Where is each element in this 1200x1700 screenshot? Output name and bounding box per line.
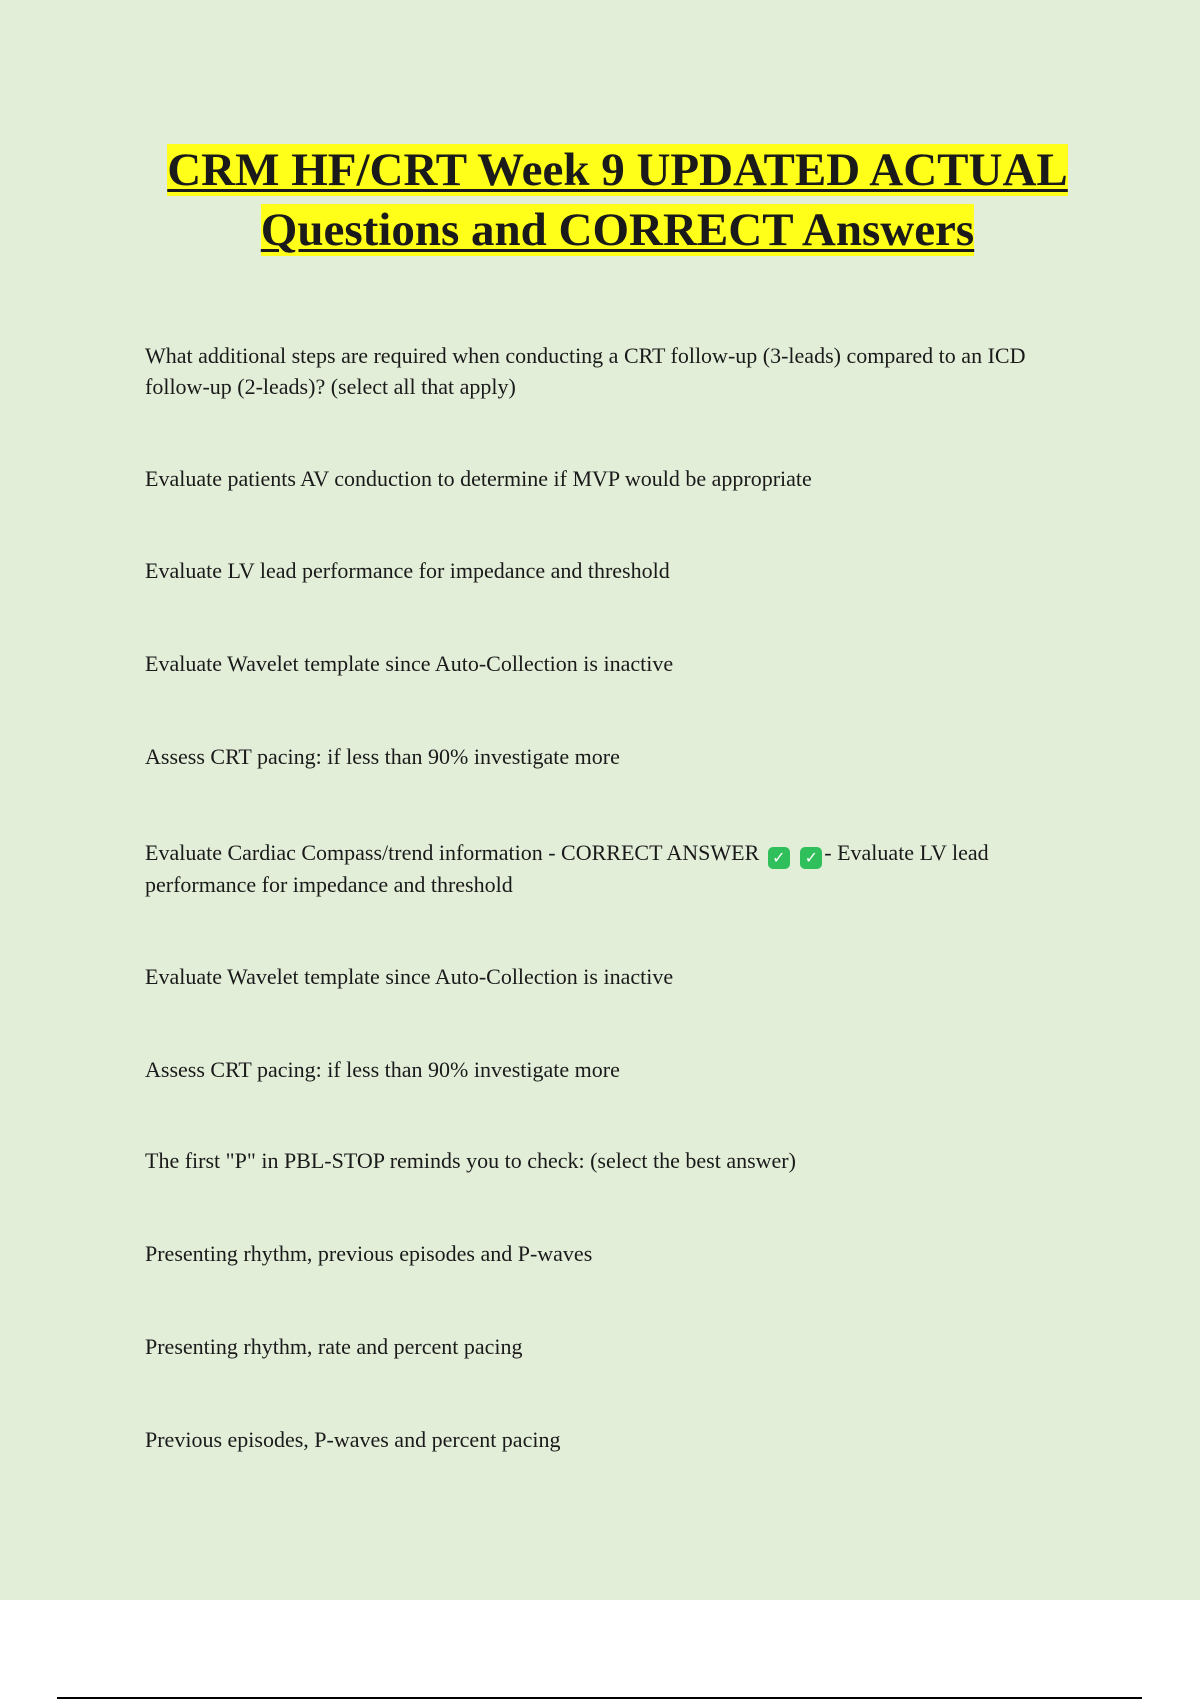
q1-option-1: Evaluate patients AV conduction to determine if MVP would be appropriate [145,466,812,491]
q1-option-2: Evaluate LV lead performance for impedance and threshold [145,558,670,583]
question-1-text: What additional steps are required when conducting a CRT follow-up (3-leads) compared to an ICD follow-up (2-leads)? (select all that apply) [145,343,1026,399]
q1-answer-start: Evaluate Cardiac Compass/trend information - CORRECT ANSWER [145,840,760,865]
q1-answer-end: - Evaluate LV lead performance for impedance and threshold [145,840,989,897]
q1-after-answer-2: Assess CRT pacing: if less than 90% investigate more [145,1057,620,1082]
footer-divider [57,1697,1142,1699]
q1-option-4: Assess CRT pacing: if less than 90% investigate more [145,744,620,769]
q1-option-3: Evaluate Wavelet template since Auto-Collection is inactive [145,651,674,676]
q2-option-2: Presenting rhythm, rate and percent pacing [145,1334,523,1359]
q1-after-answer-1: Evaluate Wavelet template since Auto-Collection is inactive [145,964,674,989]
q2-option-3: Previous episodes, P-waves and percent pacing [145,1427,561,1452]
green-check-box-icon: ✓ [768,847,790,869]
document-title-text: CRM HF/CRT Week 9 UPDATED ACTUAL Questions and CORRECT Answers [167,144,1068,256]
document-title [150,140,1085,260]
q1-answer-line [145,837,1085,900]
green-check-box-icon: ✓ [800,847,822,869]
question-2-text: The first "P" in PBL-STOP reminds you to check: (select the best answer) [145,1148,796,1173]
q2-option-1: Presenting rhythm, previous episodes and P-waves [145,1241,593,1266]
